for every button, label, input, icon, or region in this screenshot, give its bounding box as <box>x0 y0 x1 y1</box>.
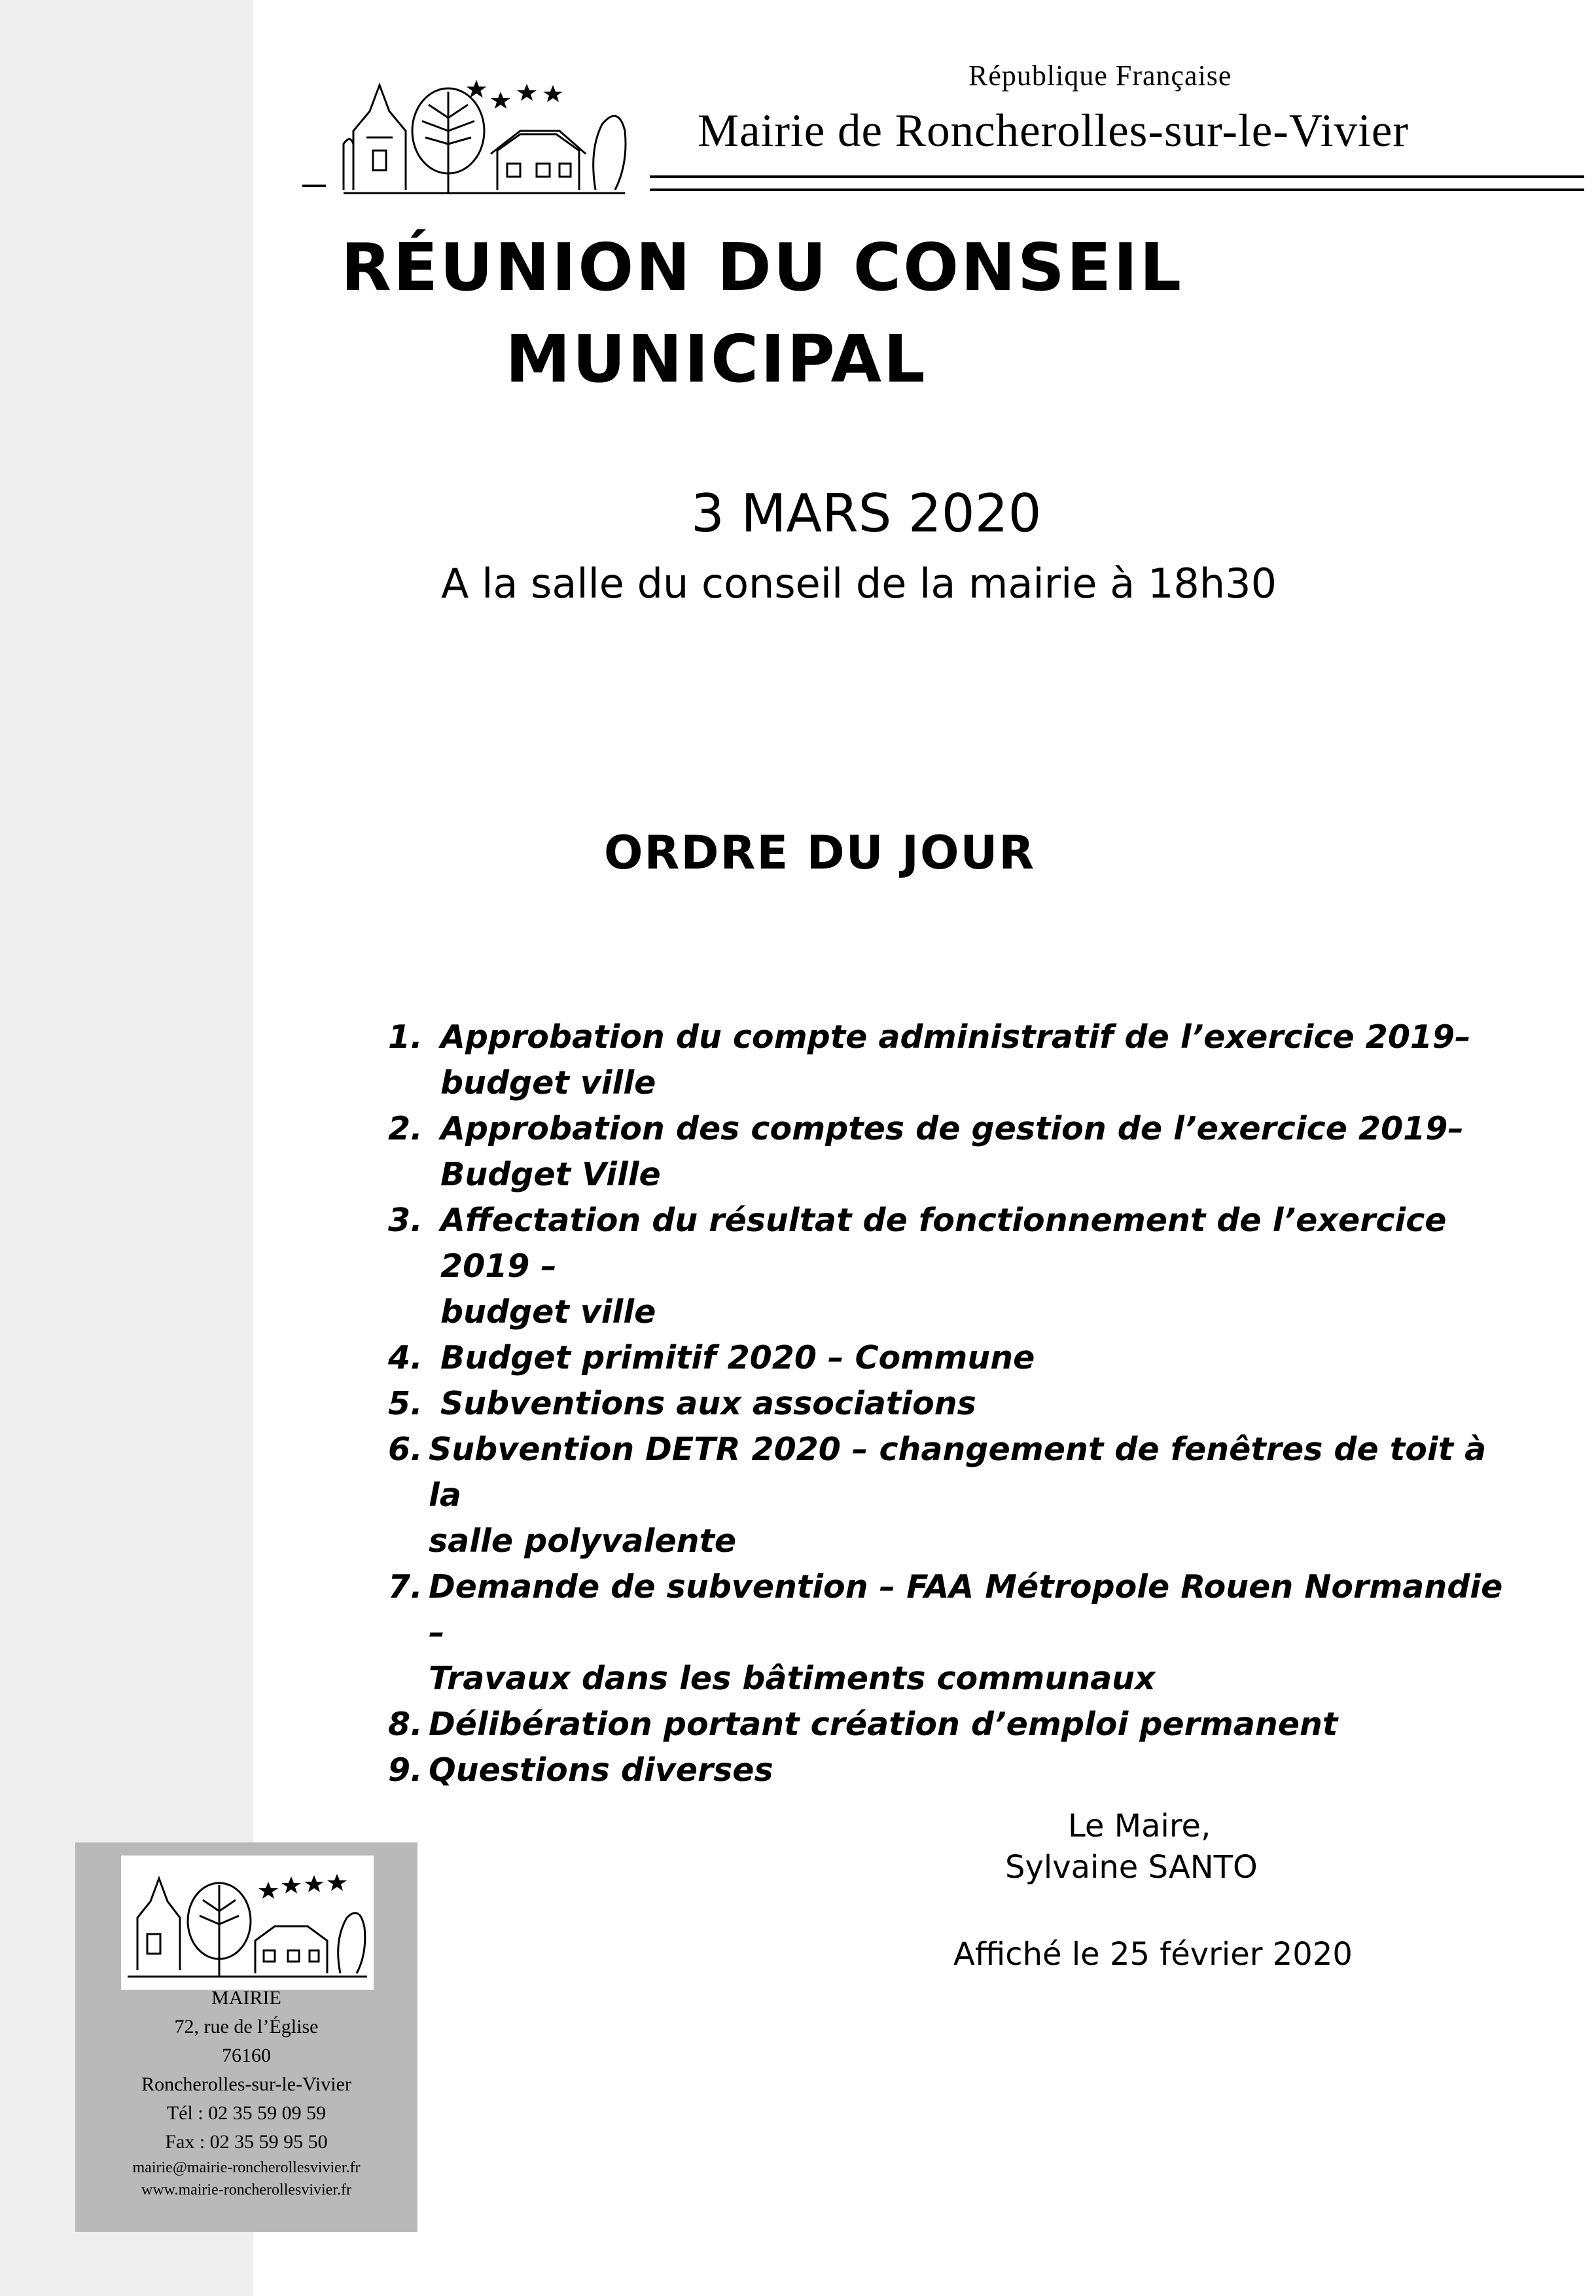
signature-title: Le Maire, <box>1068 1808 1211 1844</box>
header-rule-left <box>302 185 326 187</box>
village-logo-icon <box>340 72 628 196</box>
mairie-contact-box <box>75 1842 417 2232</box>
signature-name: Sylvaine SANTO <box>1005 1849 1258 1886</box>
agenda-item: 9. Questions diverses <box>388 1751 773 1789</box>
agenda-heading: ORDRE DU JOUR <box>604 826 1036 880</box>
agenda-item: 3. Affectation du résultat de fonctionnement de l’exercice 2019 – budget ville <box>388 1202 1447 1331</box>
header-rule-bottom <box>650 188 1584 191</box>
agenda-item: 8. Délibération portant création d’emploi permanent <box>388 1706 1338 1743</box>
agenda-item: 7. Demande de subvention – FAA Métropole Rouen Normandie – Travaux dans les bâtiments communaux <box>388 1568 1503 1697</box>
page-title-line2: MUNICIPAL <box>505 321 927 397</box>
mairie-email[interactable]: mairie@mairie-roncherollesvivier.fr <box>132 2159 361 2176</box>
mairie-website[interactable]: www.mairie-roncherollesvivier.fr <box>141 2181 351 2198</box>
meeting-date: 3 MARS 2020 <box>691 483 1042 544</box>
mairie-address: MAIRIE 72, rue de l’Église 76160 Roncherolles-sur-le-Vivier Tél : 02 35 59 09 59 Fax : 02 35 59 95 50 mairie@mairie-roncherollesvivier.fr www.mairie-roncherollesvivier.fr <box>75 1984 417 2201</box>
posting-date: Affiché le 25 février 2020 <box>953 1936 1353 1973</box>
meeting-location: A la salle du conseil de la mairie à 18h30 <box>441 560 1277 607</box>
header-rule-top <box>650 175 1584 178</box>
agenda-list <box>388 1014 1514 1793</box>
agenda-item: 2. Approbation des comptes de gestion de l’exercice 2019– Budget Ville <box>388 1110 1464 1193</box>
agenda-item: 4. Budget primitif 2020 – Commune <box>388 1339 1035 1376</box>
village-logo-small-icon <box>121 1856 374 1990</box>
agenda-item: 6. Subvention DETR 2020 – changement de fenêtres de toit à la salle polyvalente <box>388 1431 1487 1560</box>
mairie-name: Mairie de Roncherolles-sur-le-Vivier <box>698 105 1410 156</box>
page-title-line1: RÉUNION DU CONSEIL <box>340 229 1184 306</box>
agenda-item: 5. Subventions aux associations <box>388 1385 976 1422</box>
agenda-item: 1. Approbation du compte administratif de l’exercice 2019– budget ville <box>388 1018 1471 1102</box>
republique-francaise: République Française <box>968 60 1232 92</box>
